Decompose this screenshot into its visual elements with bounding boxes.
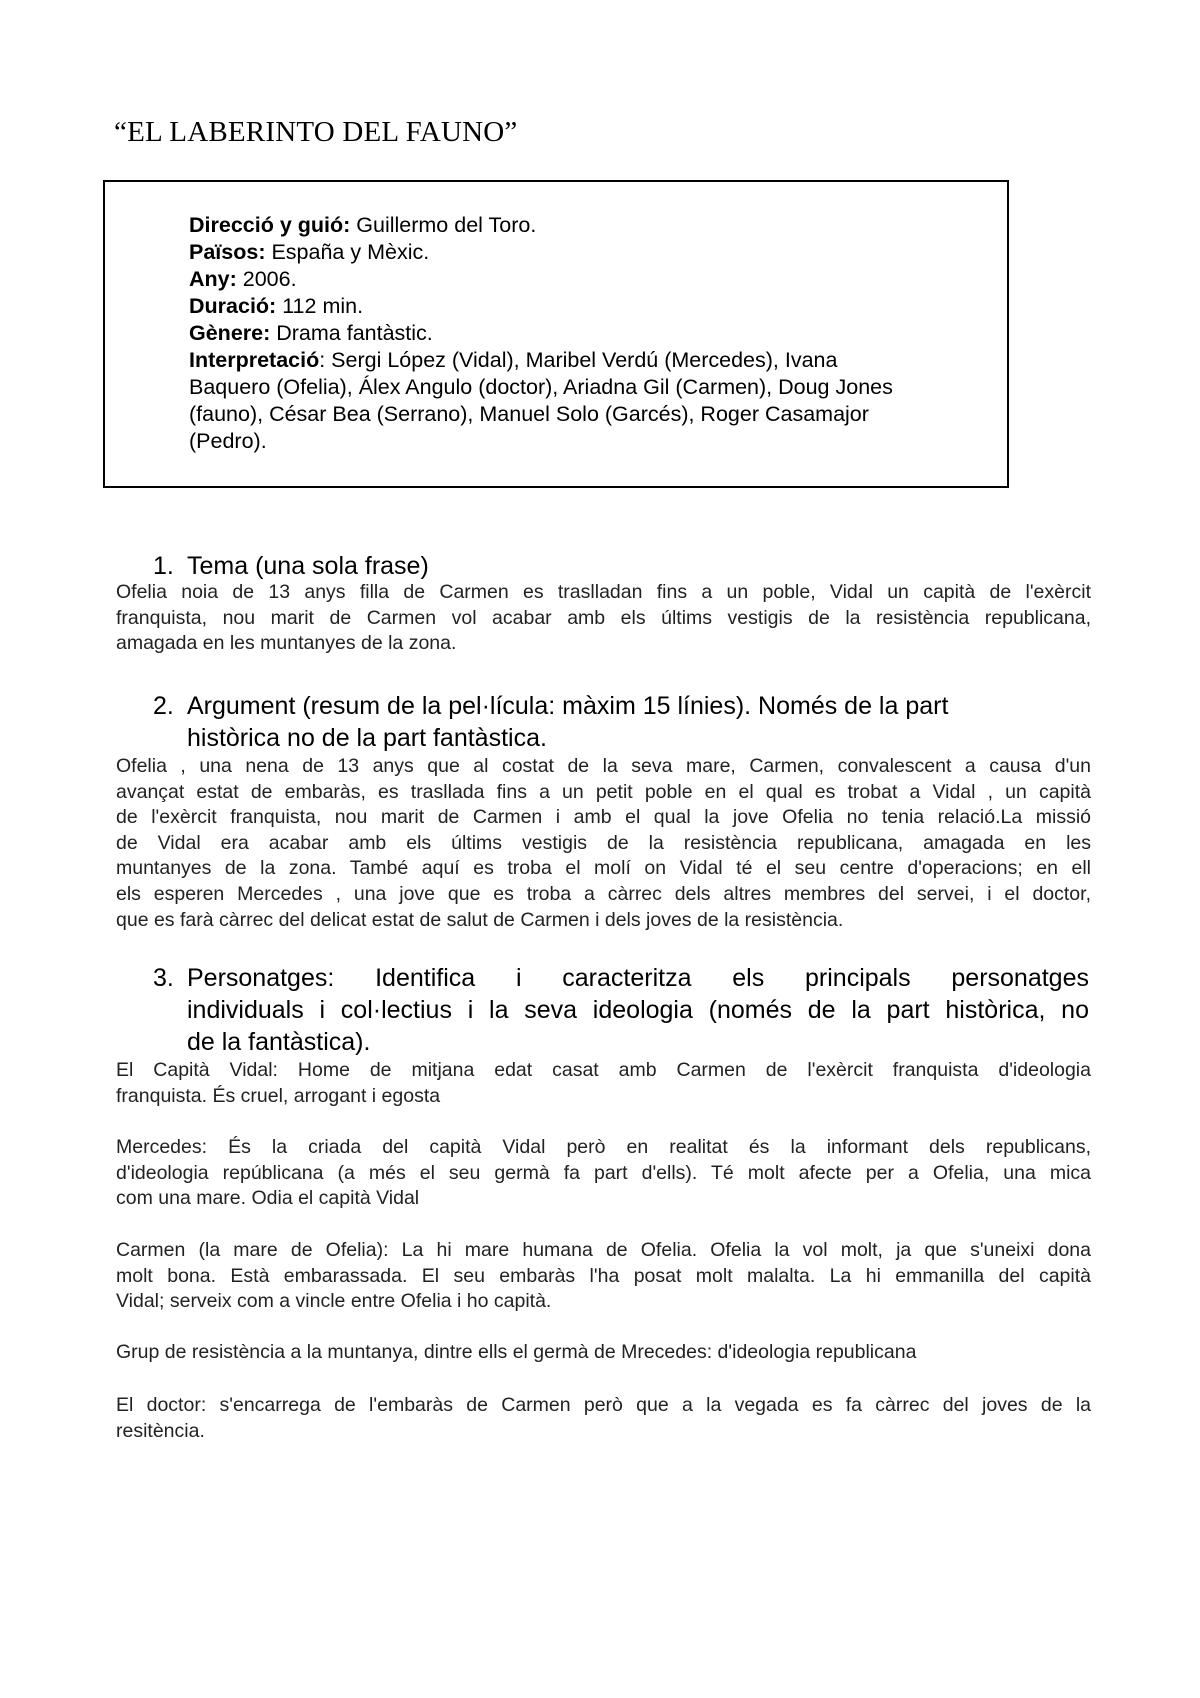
body-line: Ofelia , una nena de 13 anys que al costat de la seva mare, Carmen, convalescent a causa d'un: [116, 755, 1091, 777]
section-heading-text: [187, 690, 948, 754]
info-duration: [189, 293, 969, 320]
info-duration-label: Duració:: [189, 294, 277, 318]
section-2-body: [116, 754, 1091, 933]
info-countries-label: Països:: [189, 240, 266, 264]
body-line: amagada en les muntanyes de la zona.: [116, 632, 457, 655]
body-line: molt bona. Està embarassada. El seu embaràs l'ha posat molt malalta. La hi emmanilla del capità: [116, 1264, 1091, 1287]
body-line: Ofelia noia de 13 anys filla de Carmen es traslladan fins a un poble, Vidal un capità de l'exèrcit: [116, 581, 1091, 603]
section-number: 3.: [153, 964, 174, 992]
character-paragraph-vidal: [116, 1058, 1091, 1109]
body-line: com una mare. Odia el capità Vidal: [116, 1187, 420, 1210]
info-cast-continued: Baquero (Ofelia), Álex Angulo (doctor), Ariadna Gil (Carmen), Doug Jones: [189, 375, 893, 399]
info-cast-continued: (Pedro).: [189, 429, 267, 453]
document-title: “EL LABERINTO DEL FAUNO”: [114, 116, 518, 148]
info-cast-continued: (fauno), César Bea (Serrano), Manuel Solo (Garcés), Roger Casamajor: [189, 402, 869, 426]
info-direction: [189, 212, 969, 239]
info-duration-value: 112 min.: [276, 294, 364, 318]
info-countries-value: España y Mèxic.: [265, 240, 430, 264]
info-cast-line: : Sergi López (Vidal), Maribel Verdú (Mercedes), Ivana: [319, 348, 838, 372]
info-cast: [189, 347, 969, 374]
body-line: de Vidal era acabar amb els últims vestigis de la resistència republicana, amagada en les: [116, 831, 1091, 854]
body-line: els esperen Mercedes , una jove que es troba a càrrec dels altres membres del servei, i el doctor,: [116, 882, 1091, 905]
heading-line: Tema (una sola frase): [187, 552, 429, 580]
body-line: resitència.: [116, 1419, 205, 1442]
info-cast-label: Interpretació: [189, 348, 320, 372]
body-line: de l'exèrcit franquista, nou marit de Carmen i amb el qual la jove Ofelia no tenia relació.La missió: [116, 806, 1091, 829]
body-line: Mercedes: És la criada del capità Vidal però en realitat és la informant dels republicans,: [116, 1136, 1091, 1158]
info-direction-value: Guillermo del Toro.: [350, 213, 537, 237]
heading-line: Argument (resum de la pel·lícula: màxim 15 línies). Només de la part: [187, 692, 949, 720]
section-heading-text: [187, 962, 1089, 1058]
body-line: El Capità Vidal: Home de mitjana edat casat amb Carmen de l'exèrcit franquista d'ideologia: [116, 1059, 1091, 1081]
body-line: Carmen (la mare de Ofelia): La hi mare humana de Ofelia. Ofelia la vol molt, ja que s'uneixi dona: [116, 1239, 1091, 1261]
heading-line: de la fantàstica).: [187, 1028, 371, 1056]
film-info-lines: [189, 212, 969, 455]
body-line: que es farà càrrec del delicat estat de salut de Carmen i dels joves de la resistència.: [116, 908, 844, 931]
info-countries: [189, 239, 969, 266]
body-line: avançat estat de embaràs, es trasllada fins a un petit poble en el qual es trobat a Vidal , un capità: [116, 780, 1091, 803]
heading-line: Personatges: Identifica i caracteritza els principals personatges: [187, 964, 1089, 992]
body-line: Grup de resistència a la muntanya, dintre ells el germà de Mrecedes: d'ideologia republicana: [116, 1341, 917, 1363]
info-genre: [189, 320, 969, 347]
character-paragraph-resistance: [116, 1340, 1091, 1366]
body-line: Vidal; serveix com a vincle entre Ofelia i ho capità.: [116, 1290, 552, 1313]
info-year-value: 2006.: [236, 267, 297, 291]
character-paragraph-doctor: [116, 1393, 1091, 1444]
info-year-label: Any:: [189, 267, 237, 291]
body-line: muntanyes de la zona. També aquí es troba el molí on Vidal té el seu centre d'operacions; en ell: [116, 857, 1091, 880]
info-genre-label: Gènere:: [189, 321, 271, 345]
info-year: [189, 266, 969, 293]
section-heading-text: [187, 550, 429, 582]
body-line: franquista, nou marit de Carmen vol acabar amb els últims vestigis de la resistència republicana,: [116, 606, 1091, 629]
body-line: El doctor: s'encarrega de l'embaràs de Carmen però que a la vegada es fa càrrec del joves de la: [116, 1394, 1091, 1416]
info-genre-value: Drama fantàstic.: [270, 321, 433, 345]
info-direction-label: Direcció y guió:: [189, 213, 351, 237]
heading-line: individuals i col·lectius i la seva ideologia (només de la part històrica, no: [187, 996, 1089, 1024]
section-number: 2.: [153, 692, 174, 720]
character-paragraph-carmen: [116, 1238, 1091, 1315]
section-1-body: [116, 580, 1091, 657]
character-paragraph-mercedes: [116, 1135, 1091, 1212]
section-number: 1.: [153, 552, 174, 580]
film-info-box: [103, 180, 1009, 488]
heading-line: històrica no de la part fantàstica.: [187, 724, 547, 752]
body-line: franquista. És cruel, arrogant i egosta: [116, 1084, 441, 1107]
body-line: d'ideologia repúblicana (a més el seu germà fa part d'ells). Té molt afecte per a Ofelia, una mica: [116, 1161, 1091, 1184]
